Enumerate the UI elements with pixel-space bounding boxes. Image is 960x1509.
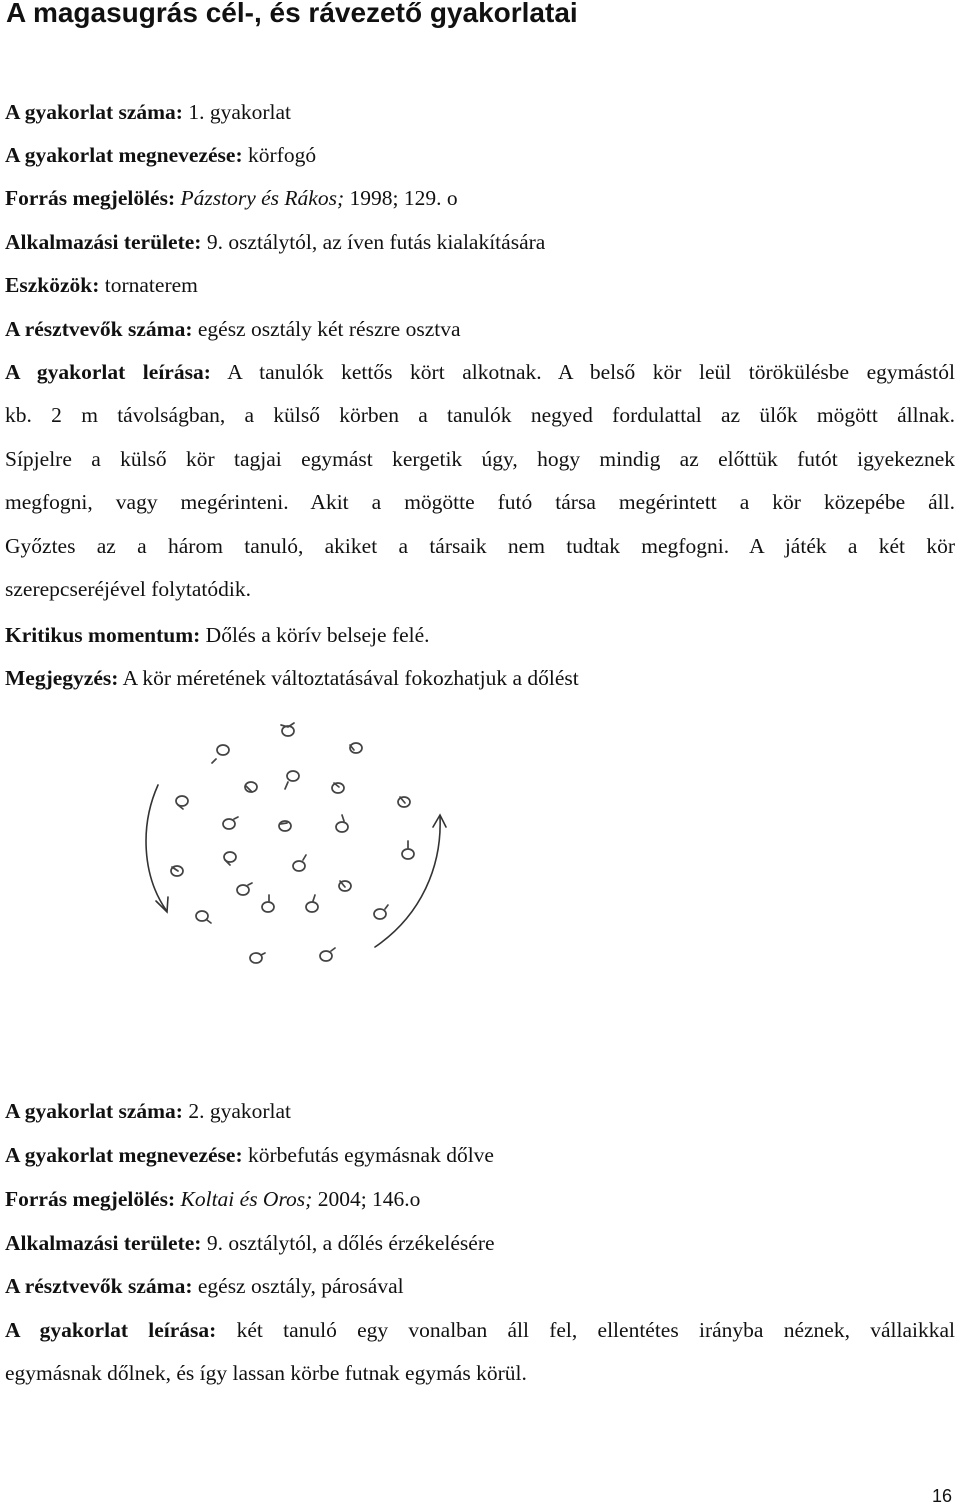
description-line: két tanuló egy vonalban áll fel, ellentétes irányba néznek, vállaikkal — [236, 1318, 955, 1342]
source-authors: Pázstory és Rákos; — [180, 186, 345, 210]
field-label: A gyakorlat megnevezése: — [5, 1143, 243, 1167]
source-details: 1998; 129. o — [349, 186, 458, 210]
student-marker — [196, 911, 211, 923]
field-label: Forrás megjelölés: — [5, 1187, 176, 1211]
student-marker — [212, 745, 229, 763]
field-label: Megjegyzés: — [5, 666, 119, 690]
description-line: megfogni, vagy megérinteni. Akit a mögötte futó társa megérintett a kör közepébe áll. — [5, 490, 955, 515]
field-label: A gyakorlat leírása: — [5, 360, 211, 384]
student-marker — [306, 895, 318, 912]
exercise-1-number — [5, 99, 291, 125]
right-run-arrow — [375, 817, 440, 947]
description-line: szerepcseréjével folytatódik. — [5, 576, 251, 601]
student-marker — [223, 817, 238, 829]
student-marker — [374, 905, 388, 919]
field-value: 9. osztálytól, az íven futás kialakítására — [206, 230, 546, 254]
description-line: A gyakorlat leírása: A tanulók kettős kört alkotnak. A belső kör leül törökülésbe egymástól — [5, 360, 955, 384]
field-label: A gyakorlat száma: — [5, 1099, 183, 1123]
student-markers — [171, 723, 414, 963]
field-value: egész osztály, párosával — [197, 1274, 404, 1298]
field-label: A gyakorlat száma: — [5, 100, 183, 124]
field-value: körbefutás egymásnak dőlve — [248, 1143, 494, 1167]
exercise-1-name — [5, 142, 316, 168]
field-label: A résztvevők száma: — [5, 317, 193, 341]
field-label: Kritikus momentum: — [5, 623, 201, 647]
student-marker — [250, 953, 265, 963]
exercise-1-tools — [5, 272, 198, 298]
student-marker — [285, 771, 299, 789]
exercise-2-number — [5, 1098, 291, 1124]
student-marker — [336, 815, 348, 832]
student-marker — [398, 797, 410, 807]
description-line: Sípjelre a külső kör tagjai egymást kergetik úgy, hogy mindig az előttük futót igyekeznek — [5, 446, 955, 471]
page-number: 16 — [931, 1486, 952, 1506]
student-marker — [224, 852, 236, 865]
field-label: Eszközök: — [5, 273, 100, 297]
exercise-1-critical — [5, 622, 430, 648]
exercise-2-participants — [5, 1273, 404, 1299]
field-value: körfogó — [248, 143, 317, 167]
description-line: kb. 2 m távolságban, a külső körben a tanulók negyed fordulattal az ülők mögött állnak. — [5, 403, 955, 428]
circle-formation-diagram — [130, 705, 470, 1025]
source-details: 2004; 146.o — [317, 1187, 421, 1211]
student-marker — [281, 723, 294, 736]
field-label: Alkalmazási területe: — [5, 230, 202, 254]
exercise-1-source — [5, 185, 458, 211]
student-marker — [402, 841, 414, 859]
student-marker — [279, 821, 291, 831]
field-value: A kör méretének változtatásával fokozhatjuk a dőlést — [122, 666, 579, 690]
source-authors: Koltai és Oros; — [180, 1187, 313, 1211]
field-label: Forrás megjelölés: — [5, 186, 176, 210]
student-marker — [176, 796, 188, 809]
student-marker — [320, 948, 335, 961]
student-marker — [262, 895, 274, 912]
field-value: egész osztály két részre osztva — [197, 317, 461, 341]
exercise-2-description-cont: egymásnak dőlnek, és így lassan körbe futnak egymás körül. — [5, 1361, 527, 1385]
field-value: 2. gyakorlat — [188, 1099, 292, 1123]
field-value: 1. gyakorlat — [188, 100, 292, 124]
field-value: 9. osztálytól, a dőlés érzékelésére — [206, 1231, 495, 1255]
field-value: tornaterem — [104, 273, 198, 297]
student-marker — [293, 855, 306, 871]
student-marker — [171, 866, 183, 876]
student-marker — [332, 783, 344, 793]
student-marker — [350, 743, 362, 753]
student-marker — [245, 782, 257, 792]
left-run-arrow — [146, 785, 166, 910]
exercise-1-participants — [5, 316, 461, 342]
student-marker — [237, 883, 252, 895]
field-label: A gyakorlat megnevezése: — [5, 143, 243, 167]
description-line: Győztes az a három tanuló, akiket a társaik nem tudtak megfogni. A játék a két kör — [5, 533, 955, 558]
exercise-1-area — [5, 229, 545, 255]
field-label: A résztvevők száma: — [5, 1274, 193, 1298]
exercise-2-source — [5, 1186, 420, 1212]
page-title: A magasugrás cél-, és rávezető gyakorlatai — [6, 0, 578, 28]
field-value: Dőlés a körív belseje felé. — [205, 623, 430, 647]
exercise-2-area — [5, 1230, 495, 1256]
field-label: A gyakorlat leírása: — [5, 1318, 217, 1342]
field-label: Alkalmazási területe: — [5, 1231, 202, 1255]
student-marker — [339, 881, 351, 891]
exercise-1-description — [5, 359, 955, 619]
exercise-2-description — [5, 1317, 955, 1343]
exercise-2-name — [5, 1142, 494, 1168]
exercise-1-note — [5, 665, 579, 691]
